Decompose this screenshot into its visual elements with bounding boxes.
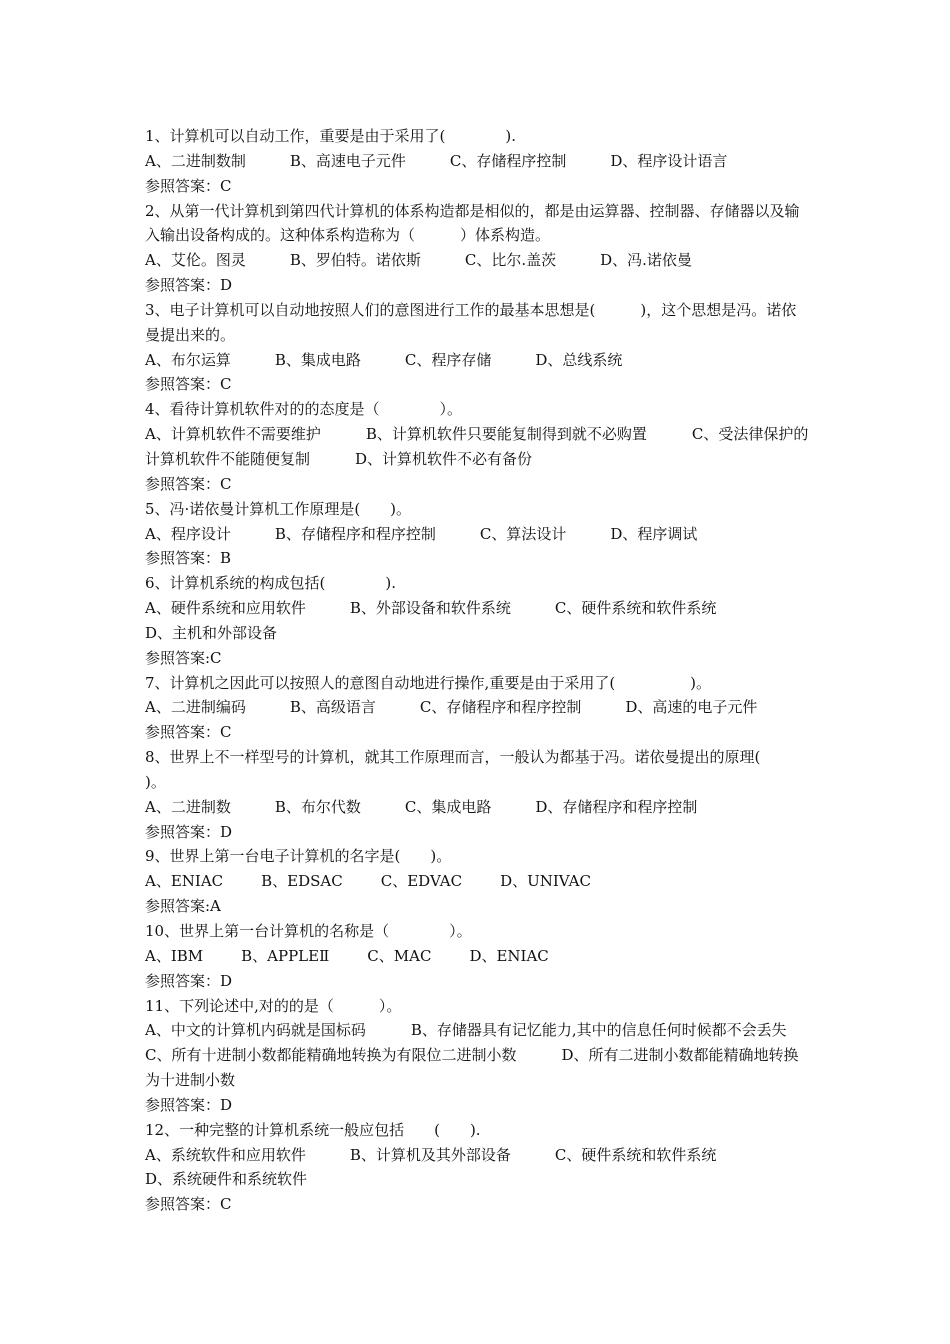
option-d: D、冯.诺依曼	[600, 251, 692, 270]
option-c: C、EDVAC	[380, 872, 463, 891]
answer: 参照答案：C	[145, 723, 232, 742]
answer: 参照答案：C	[145, 1195, 232, 1214]
option-a: A、二进制数制	[145, 151, 246, 170]
question-stem: 11、下列论述中,对的的是（ ）。	[145, 996, 402, 1015]
option-c: C、程序存储	[404, 350, 492, 369]
option-a: A、二进制编码	[145, 698, 246, 717]
option-d: D、ENIAC	[469, 946, 549, 965]
option-d: D、程序设计语言	[610, 151, 728, 170]
option-a: A、ENIAC	[145, 872, 224, 891]
question-options	[145, 944, 810, 969]
option-a: A、程序设计	[145, 524, 231, 543]
question-stem: 6、计算机系统的构成包括( ).	[145, 574, 397, 593]
option-b: B、APPLEⅡ	[241, 946, 330, 965]
answer: 参照答案：C	[145, 176, 232, 195]
question-list	[145, 124, 832, 1217]
option-c: C、存储程序和程序控制	[419, 698, 582, 717]
option-d: D、系统硬件和系统软件	[145, 1170, 308, 1189]
option-b: B、集成电路	[274, 350, 361, 369]
option-a: A、二进制数	[145, 797, 231, 816]
question-stem: 3、电子计算机可以自动地按照人们的意图进行工作的最基本思想是( )，这个思想是冯。诺依曼提出来的。	[145, 300, 797, 344]
question-options	[145, 248, 810, 273]
answer: 参照答案:C	[145, 648, 222, 667]
option-a: A、艾伦。图灵	[145, 251, 246, 270]
option-b: B、高速电子元件	[289, 151, 406, 170]
question-stem: 8、世界上不一样型号的计算机，就其工作原理而言，一般认为都基于冯。诺依曼提出的原理( )。	[145, 748, 806, 791]
question-stem: 2、从第一代计算机到第四代计算机的体系构造都是相似的，都是由运算器、控制器、存储器以及输入输出设备构成的。这种体系构造称为（ ）体系构造。	[145, 201, 800, 245]
option-c: C、硬件系统和软件系统	[554, 1145, 717, 1164]
question-stem: 4、看待计算机软件对的的态度是（ ）。	[145, 400, 463, 419]
option-d: D、程序调试	[610, 524, 698, 543]
question-options	[145, 869, 810, 894]
answer: 参照答案：D	[145, 822, 233, 841]
answer: 参照答案：C	[145, 375, 232, 394]
option-d: D、高速的电子元件	[625, 698, 758, 717]
option-c: C、算法设计	[479, 524, 567, 543]
question-stem: 1、计算机可以自动工作，重要是由于采用了( ).	[145, 127, 517, 145]
answer: 参照答案：D	[145, 1095, 233, 1114]
option-b: B、计算机及其外部设备	[349, 1145, 511, 1164]
question-options: A、计算机软件不需要维护 B、计算机软件只要能复制得到就不必购置 C、受法律保护的计算机软件不能随便复制 D、计算机软件不必有备份	[145, 425, 809, 468]
answer: 参照答案：D	[145, 971, 233, 990]
question-options	[145, 1143, 810, 1168]
question-options	[145, 596, 810, 621]
option-a: A、硬件系统和应用软件	[145, 599, 306, 618]
option-c: C、MAC	[367, 946, 432, 965]
question-options	[145, 348, 810, 373]
question-options	[145, 522, 810, 547]
option-b: B、高级语言	[289, 698, 376, 717]
question-options	[145, 695, 810, 720]
question-stem: 9、世界上第一台电子计算机的名字是( )。	[145, 847, 452, 866]
question-options: A、中文的计算机内码就是国标码 B、存储器具有记忆能力,其中的信息任何时候都不会丢失 C、所有十进制小数都能精确地转换为有限位二进制小数 D、所有二进制小数都能精确地转换为十进制小数	[145, 1021, 832, 1090]
answer: 参照答案：C	[145, 474, 232, 493]
option-c: C、集成电路	[404, 797, 492, 816]
option-b: B、外部设备和软件系统	[349, 599, 511, 618]
answer: 参照答案：D	[145, 276, 233, 295]
question-stem: 5、冯·诺依曼计算机工作原理是( )。	[145, 499, 412, 518]
option-b: B、布尔代数	[274, 797, 361, 816]
answer: 参照答案:A	[145, 897, 221, 916]
question-options	[145, 149, 810, 174]
option-d: D、主机和外部设备	[145, 623, 278, 642]
option-b: B、罗伯特。诺依斯	[289, 251, 421, 270]
question-stem: 10、世界上第一台计算机的名称是（ ）。	[145, 922, 472, 940]
question-stem: 12、一种完整的计算机系统一般应包括 ( ).	[145, 1120, 481, 1139]
answer: 参照答案：B	[145, 549, 232, 568]
option-b: B、存储程序和程序控制	[274, 524, 436, 543]
option-c: C、比尔.盖茨	[464, 251, 557, 270]
option-d: D、总线系统	[535, 350, 623, 369]
option-c: C、硬件系统和软件系统	[554, 599, 717, 618]
option-d: D、存储程序和程序控制	[535, 797, 698, 816]
option-d: D、UNIVAC	[500, 872, 591, 891]
option-b: B、EDSAC	[261, 872, 343, 891]
option-a: A、系统软件和应用软件	[145, 1145, 306, 1164]
option-a: A、布尔运算	[145, 350, 231, 369]
option-c: C、存储程序控制	[449, 151, 567, 170]
question-stem: 7、计算机之因此可以按照人的意图自动地进行操作,重要是由于采用了( )。	[145, 673, 712, 692]
question-options	[145, 795, 810, 820]
option-a: A、IBM	[145, 946, 204, 965]
